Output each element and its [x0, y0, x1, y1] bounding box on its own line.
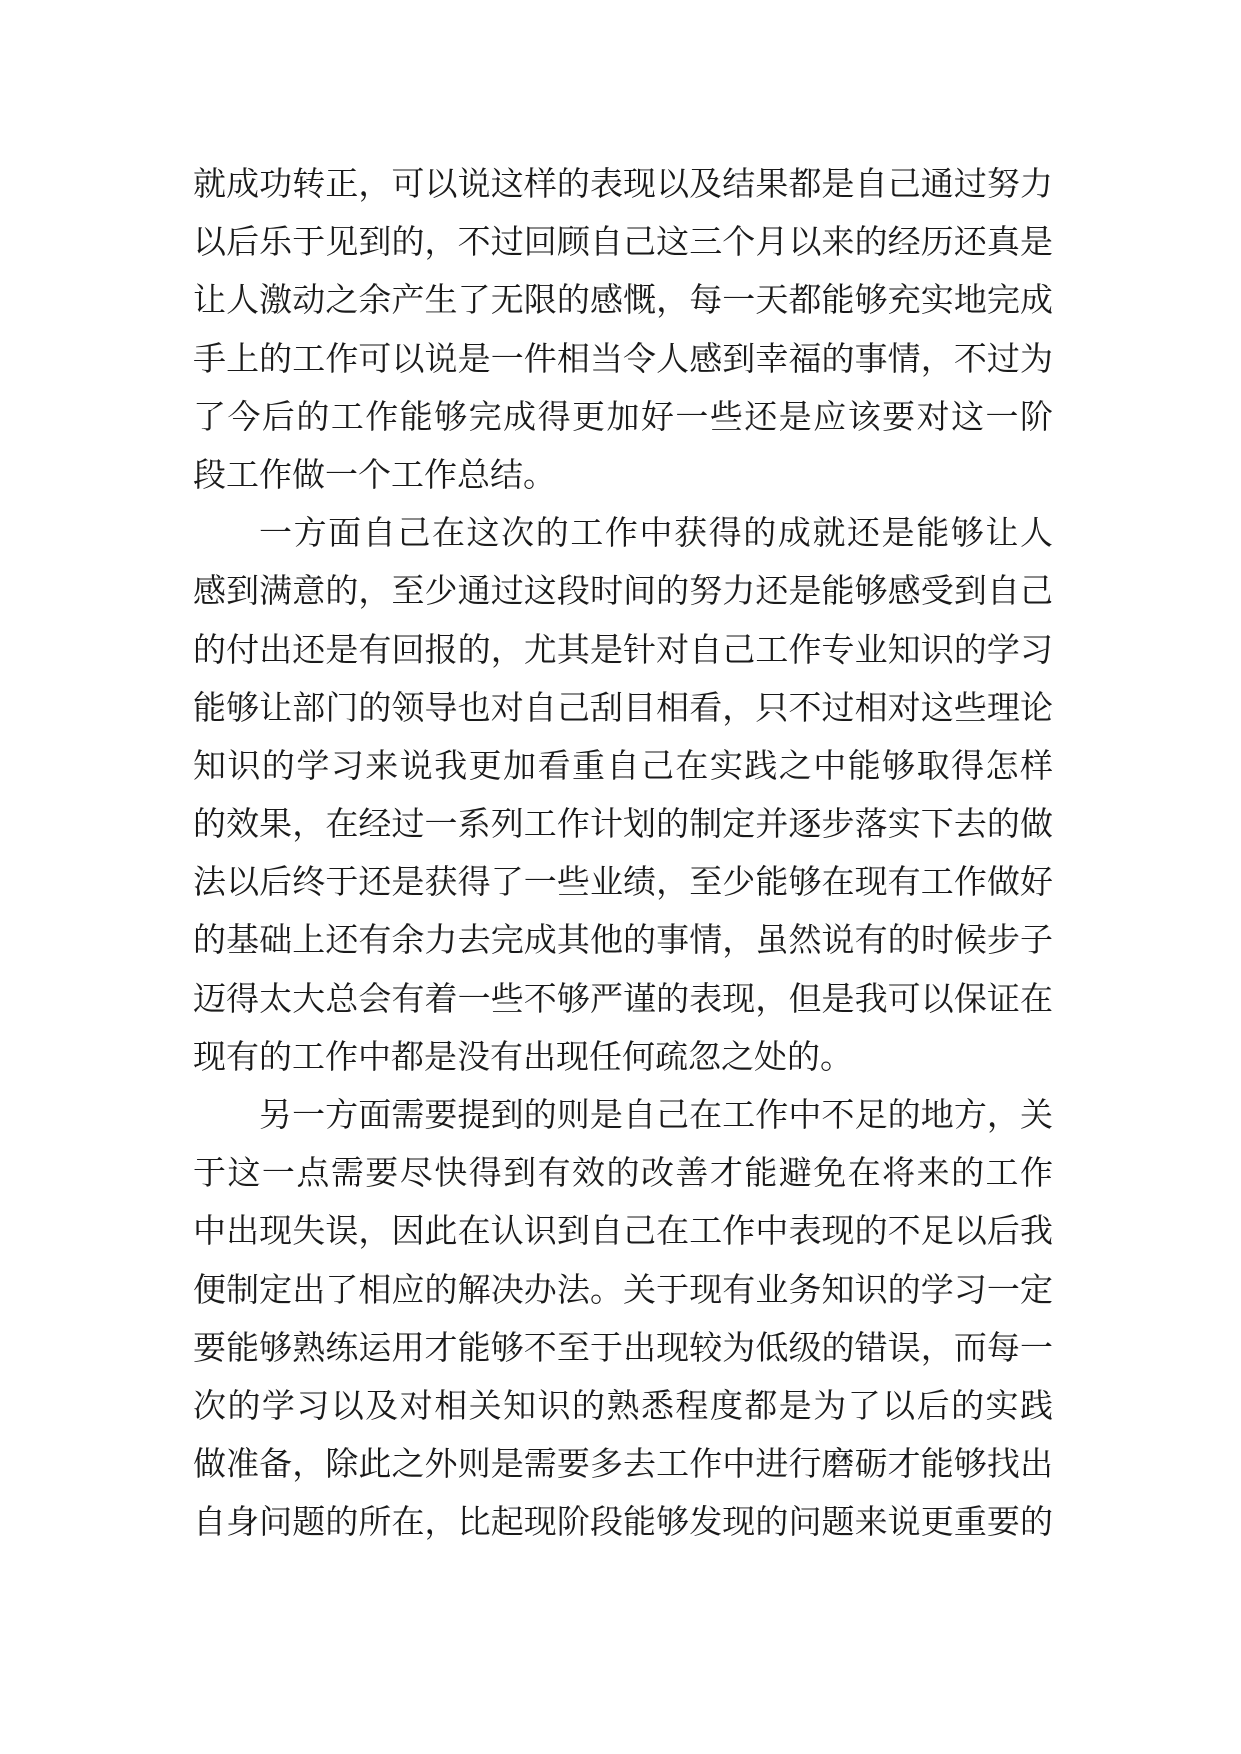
- text-line: 中出现失误，因此在认识到自己在工作中表现的不足以后我: [193, 1211, 1053, 1251]
- paragraph: [193, 504, 1053, 1086]
- text-line: 的付出还是有回报的，尤其是针对自己工作专业知识的学习: [193, 629, 1053, 669]
- text-line: 一方面自己在这次的工作中获得的成就还是能够让人: [259, 513, 1053, 553]
- text-line: 手上的工作可以说是一件相当令人感到幸福的事情，不过为: [193, 338, 1053, 378]
- paragraph: [193, 1086, 1053, 1552]
- text-line: 能够让部门的领导也对自己刮目相看，只不过相对这些理论: [193, 687, 1053, 727]
- text-line: 自身问题的所在，比起现阶段能够发现的问题来说更重要的: [193, 1502, 1053, 1542]
- text-line: 感到满意的，至少通过这段时间的努力还是能够感受到自己: [193, 571, 1053, 611]
- text-line: 让人激动之余产生了无限的感慨，每一天都能够充实地完成: [193, 280, 1053, 320]
- text-line: 做准备，除此之外则是需要多去工作中进行磨砺才能够找出: [193, 1444, 1053, 1484]
- text-line: 便制定出了相应的解决办法。关于现有业务知识的学习一定: [193, 1269, 1053, 1309]
- text-line: 另一方面需要提到的则是自己在工作中不足的地方，关: [259, 1095, 1053, 1134]
- text-line: 了今后的工作能够完成得更加好一些还是应该要对这一阶: [193, 396, 1053, 436]
- paragraph: [193, 155, 1053, 504]
- text-line: 要能够熟练运用才能够不至于出现较为低级的错误，而每一: [193, 1327, 1053, 1367]
- text-line: 于这一点需要尽快得到有效的改善才能避免在将来的工作: [193, 1153, 1053, 1193]
- text-line: 就成功转正，可以说这样的表现以及结果都是自己通过努力: [193, 164, 1053, 203]
- text-line: 知识的学习来说我更加看重自己在实践之中能够取得怎样: [193, 745, 1053, 785]
- text-line: 法以后终于还是获得了一些业绩，至少能够在现有工作做好: [193, 862, 1053, 902]
- body-text: [193, 155, 1053, 1552]
- text-line: 次的学习以及对相关知识的熟悉程度都是为了以后的实践: [193, 1385, 1053, 1425]
- text-line: 的效果，在经过一系列工作计划的制定并逐步落实下去的做: [193, 804, 1053, 844]
- text-line: 现有的工作中都是没有出现任何疏忽之处的。: [193, 1036, 853, 1076]
- text-line: 的基础上还有余力去完成其他的事情，虽然说有的时候步子: [193, 920, 1053, 960]
- text-line: 段工作做一个工作总结。: [193, 454, 556, 494]
- text-line: 迈得太大总会有着一些不够严谨的表现，但是我可以保证在: [193, 978, 1053, 1018]
- text-line: 以后乐于见到的，不过回顾自己这三个月以来的经历还真是: [193, 222, 1053, 262]
